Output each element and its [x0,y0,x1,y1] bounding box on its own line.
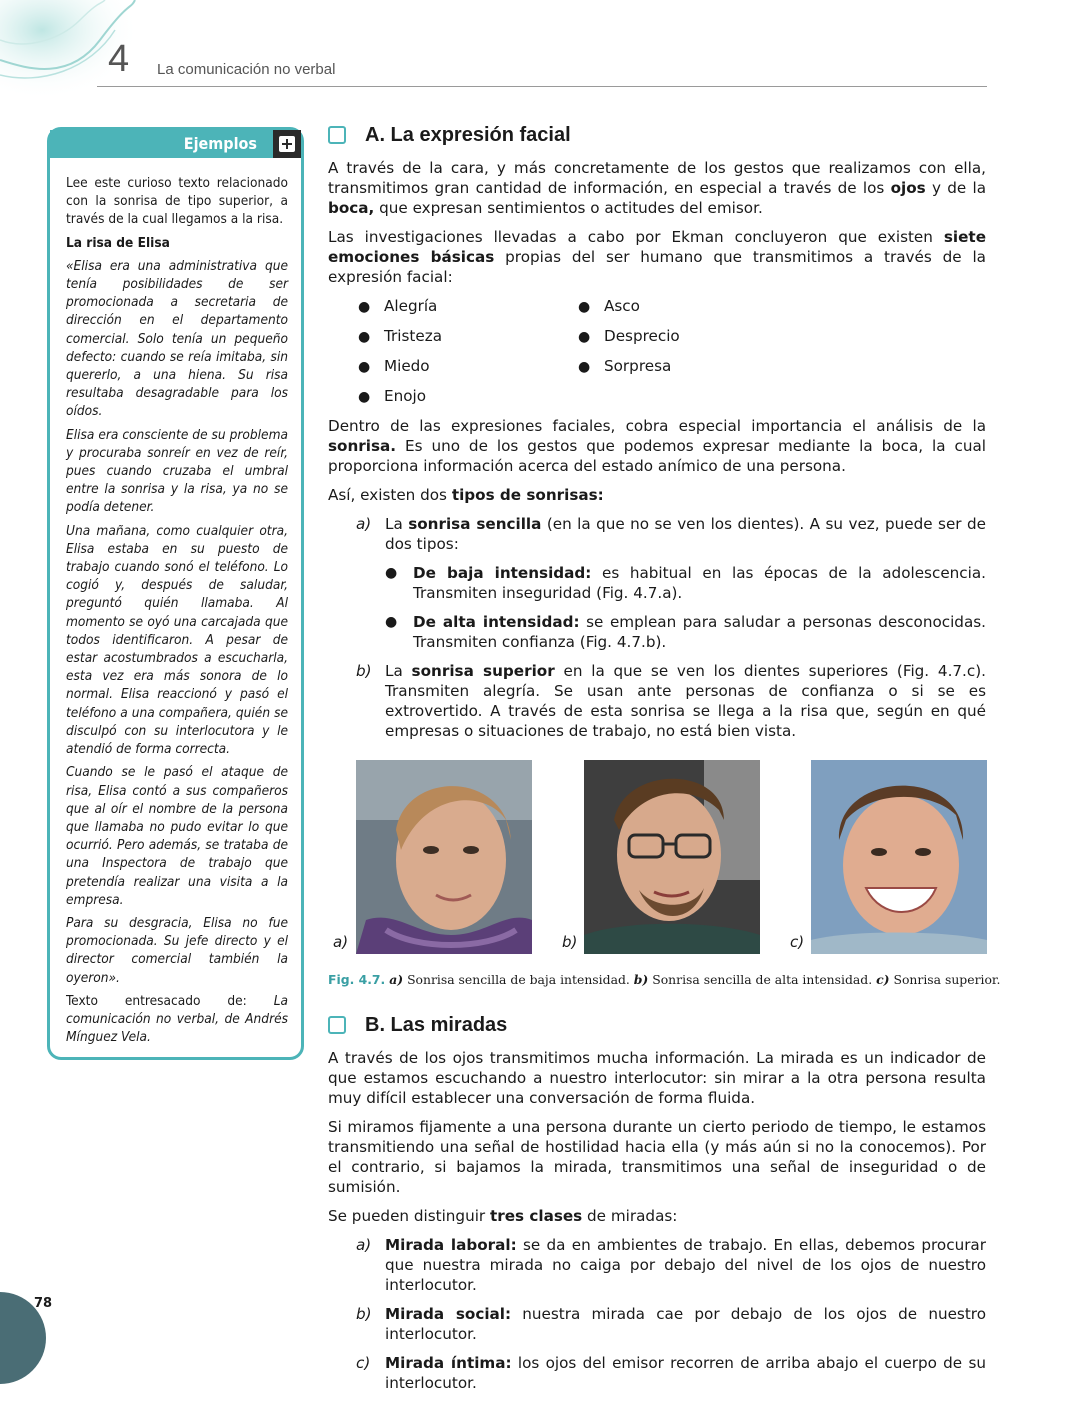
list-letter: b) [356,662,372,680]
list-item [356,1353,986,1393]
plus-icon [273,130,301,158]
bold-text: sonrisa superior [411,662,555,680]
bold-text: De baja intensidad: [413,564,592,582]
caption-text: Sonrisa sencilla de alta intensidad. [648,972,877,987]
list-text [385,1235,986,1295]
caption-text: Sonrisa superior. [889,972,1001,987]
text: La [385,662,412,680]
examples-header [50,130,301,158]
story-paragraph: Una mañana, como cualquier otra, Elisa estaba en su puesto de trabajo cuando sonó el teléfono. Lo cogió y, después de saludar, preguntó quién llamaba. Al momento se oyó una carcajada que todos identificaron. A pesar de estar acostumbrados a escucharla, esta vez era más sonora de lo normal. Elisa reaccionó y pasó el teléfono a una compañera, quién se disculpó con su interlocutora y le atendió de forma correcta. [66,522,288,758]
bold-text: ojos [890,179,926,197]
list-letter: c) [356,1354,371,1372]
text: propias del ser humano que transmitimos a través de la expresión facial: [328,248,986,286]
list-item [385,563,986,603]
page-number: 78 [34,1296,53,1311]
photo-smile-high-intensity [584,760,760,954]
bullet-icon: ● [358,359,371,375]
paragraph: Si miramos fijamente a una persona durante un cierto periodo de tiempo, le estamos transmitiendo una señal de hostilidad hacia ella (y más aún si no la conocemos). Por el contrario, si bajamos la mirada, transmitimos una señal de inseguridad o de sumisión. [328,1118,986,1196]
examples-body [66,174,288,1051]
chapter-number: 4 [108,38,130,80]
emotion-label: Desprecio [604,327,680,345]
list-letter: b) [356,1305,372,1323]
bold-text: boca, [328,199,375,217]
bold-text: sonrisa. [328,437,397,455]
photo-label: b) [562,933,578,951]
story-paragraph: Elisa era consciente de su problema y procuraba sonreír en vez de reír, pues cuando cruzaba el umbral entre la sonrisa y la risa, ya no se podía detener. [66,426,288,516]
section-b-title [328,1010,986,1040]
emotions-list [358,296,986,407]
text: los ojos del emisor recorren de arriba abajo el cuerpo de su interlocutor. [385,1354,986,1392]
list-item [356,514,986,554]
bullet-icon: ● [358,329,371,345]
bold-text: Mirada social: [385,1305,512,1323]
section-a-title [328,120,986,150]
examples-intro: Lee este curioso texto relacionado con la sonrisa de tipo superior, a través de la cual llegamos a la risa. [66,175,288,228]
paragraph [328,227,986,287]
emotion-label: Miedo [384,357,430,375]
list-item [358,326,578,347]
section-b-heading: B. Las miradas [365,1014,508,1036]
caption-label: a) [389,972,404,987]
bold-text: Mirada laboral: [385,1236,517,1254]
bold-text: De alta intensidad: [413,613,580,631]
story-paragraph: Cuando se le pasó el ataque de risa, Elisa contó a sus compañeros que al oír el nombre de la persona que llamaba no pudo evitar lo que ocurrió. Pero además, se trataba de una Inspectora de trabajo que pretendía realizar una visita a la empresa. [66,764,288,908]
text: Dentro de las expresiones faciales, cobra especial importancia el análisis de la [328,417,986,435]
emotion-label: Sorpresa [604,357,672,375]
caption-label: b) [633,972,649,987]
list-item [578,356,798,377]
figure-caption [328,970,1001,990]
bullet-icon: ● [358,299,371,315]
bullet-icon: ● [385,565,398,581]
examples-heading: La risa de Elisa [66,234,170,251]
bold-text: Mirada íntima: [385,1354,512,1372]
text: nuestra mirada cae por debajo de los ojos de nuestro interlocutor. [385,1305,986,1343]
text: (en la que no se ven los dientes). A su vez, puede ser de dos tipos: [385,515,986,553]
list-letter: a) [356,1236,372,1254]
text: es habitual en las épocas de la adolescencia. Transmiten inseguridad (Fig. 4.7.a). [413,564,986,602]
story-paragraph: «Elisa era una administrativa que tenía posibilidades de ser promocionada a secretaria de dirección en el departamento comercial. Solo tenía un pequeño defecto: cuando se reía imitaba, sin quererlo, a una hiena. Su risa resultaba desagradable para los oídos. [66,257,288,420]
text: A través de la cara, y más concretamente de los gestos que realizamos con ella, transmitimos gran cantidad de información, en especial a través de los [328,159,986,197]
photo-label: c) [790,933,805,951]
caption-label: c) [876,972,890,987]
examples-box [47,127,304,1060]
text: que expresan sentimientos o actitudes del emisor. [374,199,763,217]
text: Las investigaciones llevadas a cabo por Ekman concluyeron que existen [328,228,944,246]
emotion-label: Asco [604,297,640,315]
list-text [385,661,986,741]
list-item [578,296,798,317]
list-text [385,514,986,554]
paragraph [328,158,986,218]
caption-fig-label: Fig. 4.7. [328,972,386,987]
bullet-icon: ● [578,329,591,345]
list-text [413,612,986,652]
checkbox-icon [328,1016,346,1034]
bold-text: tres clases [490,1207,583,1225]
text: se emplean para saludar a personas desconocidas. Transmiten confianza (Fig. 4.7.b). [413,613,986,651]
figure-4-7 [328,750,986,970]
text: Así, existen dos [328,486,452,504]
chapter-title: La comunicación no verbal [157,61,336,78]
list-text [385,1304,986,1344]
source-prefix: Texto entresacado de: [66,992,274,1009]
emotion-label: Tristeza [384,327,442,345]
caption-text: Sonrisa sencilla de baja intensidad. [403,972,634,987]
list-text [413,563,986,603]
text: se da en ambientes de trabajo. En ellas, debemos procurar que nuestra mirada no caiga por debajo del nivel de los ojos de nuestro interlocutor. [385,1236,986,1294]
text: en la que se ven los dientes superiores (Fig. 4.7.c). Transmiten alegría. Se usan ante personas de confianza o si se es extrovertido. A través de esta sonrisa se llega a la risa que, según en qué empresas o situaciones de trabajo, no está bien vista. [385,662,986,740]
text: de miradas: [582,1207,678,1225]
bullet-icon: ● [385,614,398,630]
examples-title: Ejemplos [183,134,257,153]
story-paragraph: Para su desgracia, Elisa no fue promocionada. Su jefe directo y el director comercial también la oyeron». [66,914,288,986]
bold-text: sonrisa sencilla [408,515,542,533]
list-item [356,1235,986,1295]
text: y de la [925,179,986,197]
list-item [578,326,798,347]
source-title: La comunicación no verbal, de Andrés Mínguez Vela. [66,992,288,1046]
text: La [385,515,409,533]
paragraph [328,1206,986,1226]
emotion-label: Alegría [384,297,438,315]
bullet-icon: ● [578,359,591,375]
main-content [328,120,1001,1402]
bold-text: tipos de sonrisas: [451,486,604,504]
photo-superior-smile [811,760,987,954]
list-item [358,296,578,317]
list-item [356,661,986,741]
list-text [385,1353,986,1393]
paragraph [328,416,986,476]
source-citation [66,992,288,1047]
checkbox-icon [328,126,346,144]
photo-label: a) [333,933,349,951]
list-item [358,356,578,377]
list-item [385,612,986,652]
text: Es uno de los gestos que podemos expresar mediante la boca, la cual proporciona información acerca del estado anímico de una persona. [328,437,986,475]
list-letter: a) [356,515,372,533]
list-item [358,386,578,407]
bold-text: siete emociones básicas [328,228,986,266]
bullet-icon: ● [358,389,371,405]
paragraph [328,485,986,505]
bullet-icon: ● [578,299,591,315]
section-a-heading: A. La expresión facial [365,124,571,146]
header-rule [97,86,987,87]
emotion-label: Enojo [384,387,427,405]
text: Se pueden distinguir [328,1207,490,1225]
list-item [356,1304,986,1344]
paragraph: A través de los ojos transmitimos mucha información. La mirada es un indicador de que estamos escuchando a nuestro interlocutor: sin mirar a la otra persona resulta muy difícil establecer una conversación de forma fluida. [328,1049,986,1107]
photo-smile-low-intensity [356,760,532,954]
